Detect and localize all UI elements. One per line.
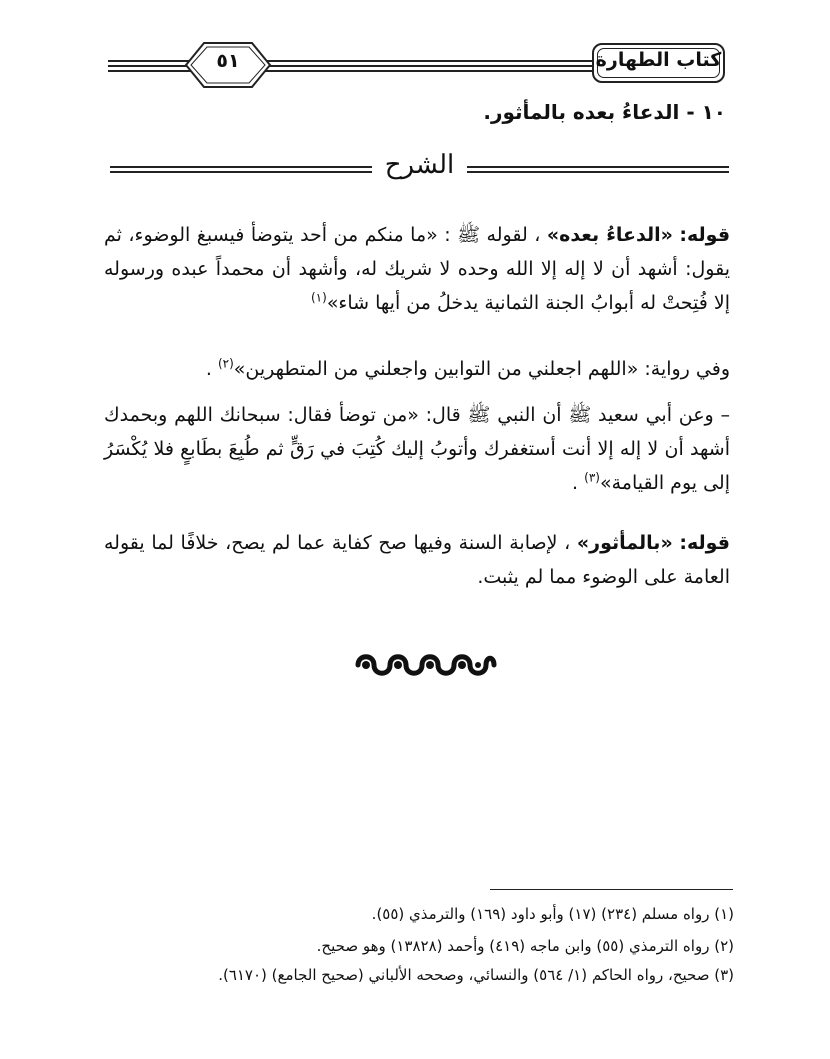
paragraph-tail: . [572,472,585,494]
paragraph-1 [104,218,730,320]
paragraph-lead: قوله: [679,532,730,554]
footnote-rule [490,889,733,890]
section-rule-left [110,166,372,176]
footnote-ref: (١) [310,290,327,305]
paragraph-text: ، لإصابة السنة وفيها صح كفاية عما لم يصح، خلافًا لما يقوله العامة على الوضوء مما لم يثبت. [104,532,730,588]
section-title: الشرح [384,150,455,180]
item-heading: ١٠ - الدعاءُ بعده بالمأثور. [483,100,726,124]
footnote: (١) رواه مسلم (٢٣٤) (١٧) وأبو داود (١٦٩) والترمذي (٥٥). [371,905,734,923]
footnote-ref: (٢) [217,356,234,371]
paragraph-2 [104,352,730,386]
paragraph-lead: قوله: [679,224,731,246]
paragraph-text: ، لقوله ﷺ : «ما منكم من أحد يتوضأ فيسبغ الوضوء، ثم يقول: أشهد أن لا إله إلا الله وحده لا شريك له، وأشهد أن محمداً عبده ورسوله إلا فُتِحتْ له أبوابُ الجنة الثمانية يدخلُ من أيها شاء» [104,224,730,314]
footnote: (٣) صحيح، رواه الحاكم (١/ ٥٦٤) والنسائي، وصححه الألباني (صحيح الجامع) (٦١٧٠). [218,966,734,984]
paragraph-text: وفي رواية: «اللهم اجعلني من التوابين واجعلني من المتطهرين» [233,358,730,380]
paragraph-3 [104,398,730,500]
section-rule-right [467,166,729,176]
paragraph-text: – وعن أبي سعيد ﷺ أن النبي ﷺ قال: «من توضأ فقال: سبحانك اللهم وبحمدك أشهد أن لا إله إلا أنت أستغفرك وأتوبُ إليك كُتِبَ في رَقٍّ ثم طُبِعَ بطَابعٍ فلا يُكْسَرُ إلى يوم القيامة» [104,404,730,494]
ornament-divider [352,648,500,682]
paragraph-tail: . [205,358,218,380]
chapter-title: كتاب الطهارة [595,49,722,71]
footnote-ref: (٣) [584,470,600,485]
paragraph-quote: «بالمأثور» [576,532,673,554]
page-number: ٥١ [216,50,240,72]
footnote: (٢) رواه الترمذي (٥٥) وابن ماجه (٤١٩) وأحمد (١٣٨٢٨) وهو صحيح. [316,937,734,955]
header-rule [108,60,592,76]
paragraph-quote: «الدعاءُ بعده» [546,224,673,246]
paragraph-4 [104,526,730,594]
